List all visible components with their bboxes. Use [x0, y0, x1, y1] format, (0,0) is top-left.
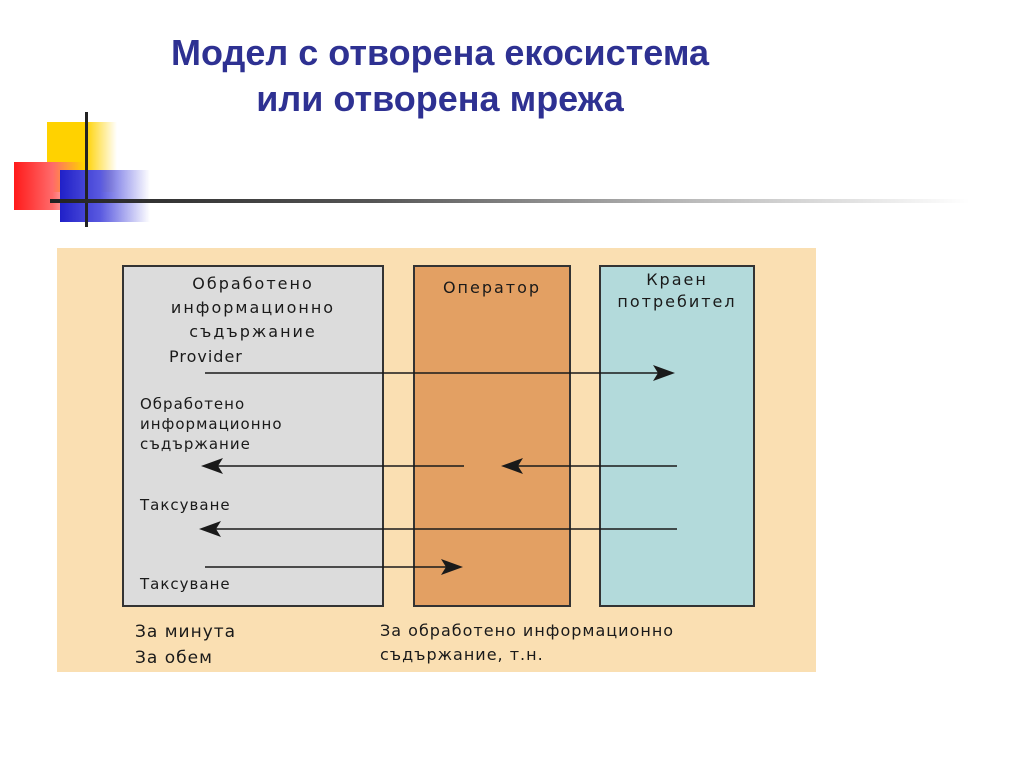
- user-heading-line-1: Краен: [646, 270, 708, 289]
- operator-column-heading: Оператор: [442, 278, 542, 297]
- provider-heading-line-2: информационно: [170, 298, 336, 317]
- title-line-1: Модел с отворена екосистема: [170, 32, 710, 73]
- content-flow-label-line-2: информационно: [140, 415, 283, 433]
- footnote-left-line-1: За минута: [135, 622, 237, 642]
- footnote-left-line-2: За обем: [135, 648, 213, 668]
- footnote-left: [135, 619, 236, 671]
- arrow-provider-to-user: [205, 365, 675, 381]
- flow-arrows: [57, 248, 816, 672]
- arrow-user-to-provider-content: [201, 458, 677, 474]
- diagram-panel: [57, 248, 816, 672]
- provider-label: Provider: [169, 347, 243, 366]
- decoration-blue-square: [60, 170, 150, 222]
- footnote-right-line-2: съдържание, т.н.: [380, 645, 544, 664]
- content-flow-label-line-3: съдържание: [140, 435, 251, 453]
- billing-flow-label-2: Таксуване: [140, 575, 231, 593]
- decoration-horizontal-line: [50, 199, 970, 203]
- title-line-2: или отворена мрежа: [256, 78, 624, 119]
- arrow-provider-to-operator-billing: [205, 559, 463, 575]
- arrow-user-to-provider-billing: [199, 521, 677, 537]
- footnote-right: [380, 619, 674, 667]
- decoration-vertical-line: [85, 112, 88, 227]
- footnote-right-line-1: За обработено информационно: [380, 621, 675, 640]
- content-flow-label-line-1: Обработено: [140, 395, 246, 413]
- slide-title: [0, 30, 880, 122]
- billing-flow-label-1: Таксуване: [140, 496, 231, 514]
- provider-heading-line-1: Обработено: [192, 274, 314, 293]
- provider-heading-line-3: съдържание: [189, 322, 317, 341]
- user-heading-line-2: потребител: [617, 292, 737, 311]
